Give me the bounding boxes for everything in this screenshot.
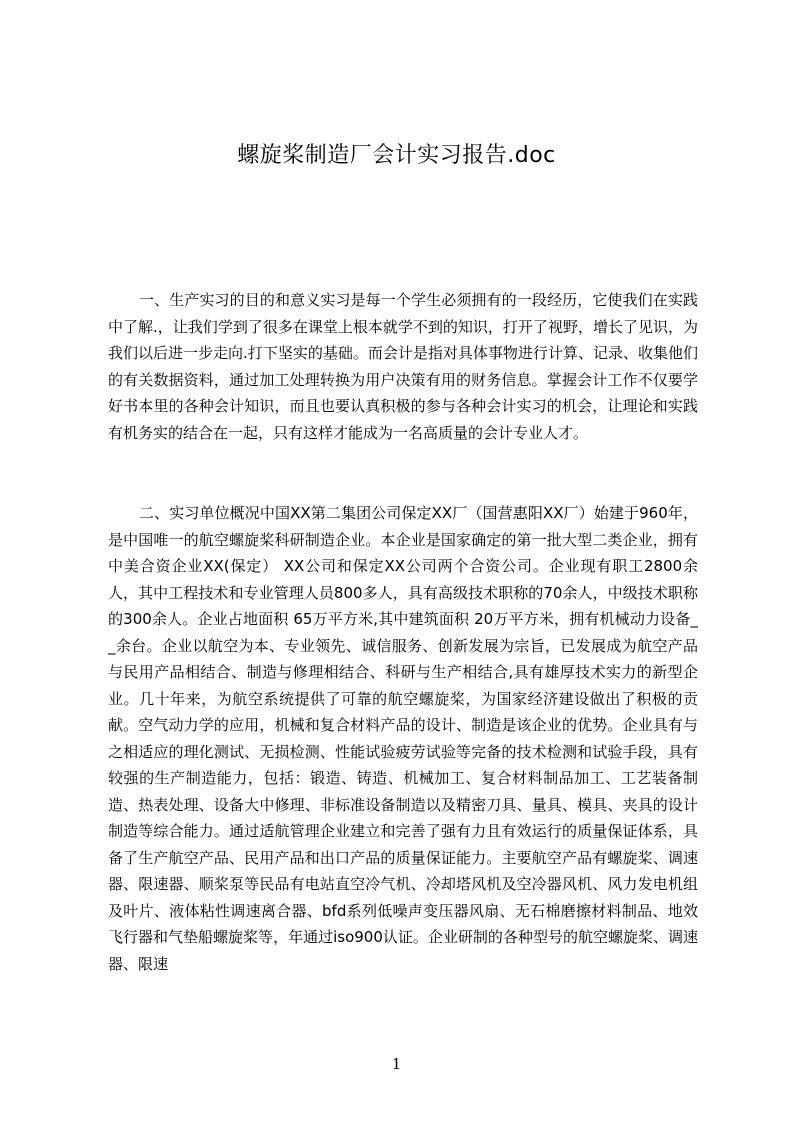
paragraph-company-overview: 二、实习单位概况中国XX第二集团公司保定XX厂（国营惠阳XX厂）始建于960年，是中国唯一的航空螺旋桨科研制造企业。本企业是国家确定的第一批大型二类企业，拥有中美合资企业XX(保定） XX公司和保定XX公司两个合资公司。企业现有职工2800余人，其中工程技术和专业管理人员800多人，具有高级技术职称的70余人，中级技术职称的300余人。企业占地面积 65万平方米,其中建筑面积 20万平方米，拥有机械动力设备__余台。企业以航空为本、专业领先、诚信服务、创新发展为宗旨，已发展成为航空产品与民用产品相结合、制造与修理相结合、科研与生产相结合,具有雄厚技术实力的新型企业。几十年来，为航空系统提供了可靠的航空螺旋桨，为国家经济建设做出了积极的贡献。空气动力学的应用，机械和复合材料产品的设计、制造是该企业的优势。企业具有与之相适应的理化测试、无损检测、性能试验疲劳试验等完备的技术检测和试验手段，具有较强的生产制造能力，包括：锻造、铸造、机械加工、复合材料制品加工、工艺装备制造、热表处理、设备大中修理、非标准设备制造以及精密刀具、量具、模具、夹具的设计制造等综合能力。通过适航管理企业建立和完善了强有力且有效运行的质量保证体系，具备了生产航空产品、民用产品和出口产品的质量保证能力。主要航空产品有螺旋桨、调速器、限速器、顺桨泵等民品有电站直空冷气机、冷却塔风机及空冷器风机、风力发电机组及叶片、液体粘性调速离合器、bfd系列低噪声变压器风扇、无石棉磨擦材料制品、地效飞行器和气垫船螺旋桨等，年通过iso900认证。企业研制的各种型号的航空螺旋桨、调速器、限速 <box>108 504 698 973</box>
document-title: 螺旋桨制造厂会计实习报告.doc <box>237 143 556 168</box>
paragraph-practice-purpose: 一、生产实习的目的和意义实习是每一个学生必须拥有的一段经历，它使我们在实践中了解.，让我们学到了很多在课堂上根本就学不到的知识，打开了视野，增长了见识，为我们以后进一步走向.打下坚实的基础。而会计是指对具体事物进行计算、记录、收集他们的有关数据资料，通过加工处理转换为用户决策有用的财务信息。掌握会计工作不仅要学好书本里的各种会计知识，而且也要认真积极的参与各种会计实习的机会，让理论和实践有机务实的结合在一起，只有这样才能成为一名高质量的会计专业人才。 <box>108 291 698 442</box>
page-number: 1 <box>391 1055 402 1073</box>
